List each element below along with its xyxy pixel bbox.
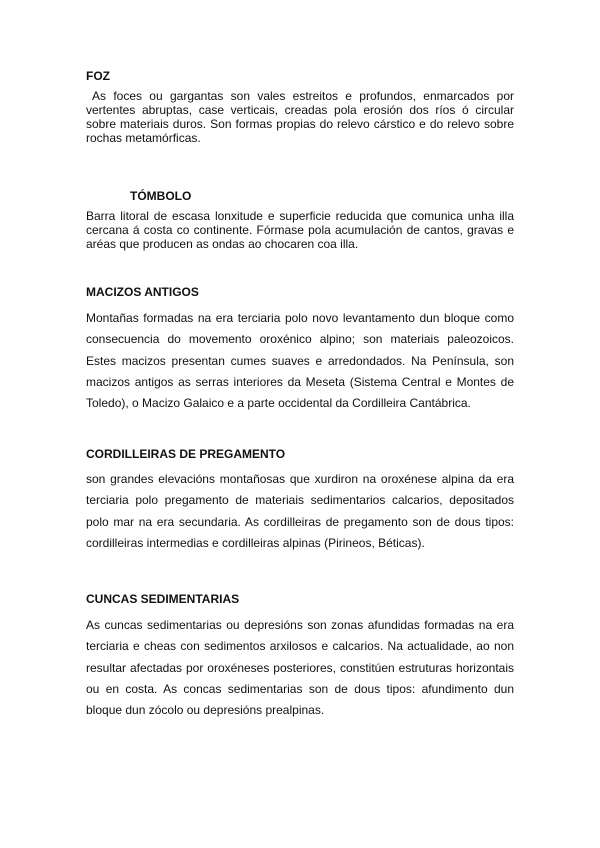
- section-title: CORDILLEIRAS DE PREGAMENTO: [86, 447, 286, 461]
- section-title: TÓMBOLO: [130, 189, 192, 203]
- section-macizos-antigos: [86, 284, 514, 414]
- section-cuncas-sedimentarias: [86, 591, 514, 721]
- section-text: son grandes elevacións montañosas que xurdiron na oroxénese alpina da era terciaria polo pregamento de materiais sedimentarios calcarios, depositados polo mar na era secundaria. As cordilleiras de pregamento son de dous tipos: cordilleiras intermedias e cordilleiras alpinas (Pirineos, Béticas).: [86, 472, 514, 550]
- section-title: FOZ: [86, 69, 110, 83]
- section-text: Montañas formadas na era terciaria polo novo levantamento dun bloque como consecuencia do movemento oroxénico alpino; son materiais paleozoicos. Estes macizos presentan cumes suaves e arredondados. Na Península, son macizos antigos as serras interiores da Meseta (Sistema Central e Montes de Toledo), o Macizo Galaico e a parte occidental da Cordilleira Cantábrica.: [86, 311, 514, 411]
- section-text: Barra litoral de escasa lonxitude e superficie reducida que comunica unha illa cercana á costa co continente. Fórmase pola acumulación de cantos, gravas e aréas que producen as ondas ao chocaren coa illa.: [86, 209, 514, 251]
- section-tombolo: [86, 188, 514, 251]
- section-text: As foces ou gargantas son vales estreitos e profundos, enmarcados por vertentes abruptas, case verticais, creadas pola erosión dos ríos ó circular sobre materiais duros. Son formas propias do relevo cárstico e do relevo sobre rochas metamórficas.: [86, 89, 514, 145]
- section-foz: [86, 68, 514, 145]
- section-cordilleiras-de-pregamento: [86, 446, 514, 554]
- section-title: CUNCAS SEDIMENTARIAS: [86, 592, 240, 606]
- section-text: As cuncas sedimentarias ou depresións son zonas afundidas formadas na era terciaria e cheas con sedimentos arxilosos e calcarios. Na actualidade, ao non resultar afectadas por oroxéneses posteriores, constitúen estruturas horizontais ou en costa. As concas sedimentarias son de dous tipos: afundimento dun bloque dun zócolo ou depresións prealpinas.: [86, 618, 514, 718]
- section-title: MACIZOS ANTIGOS: [86, 285, 199, 299]
